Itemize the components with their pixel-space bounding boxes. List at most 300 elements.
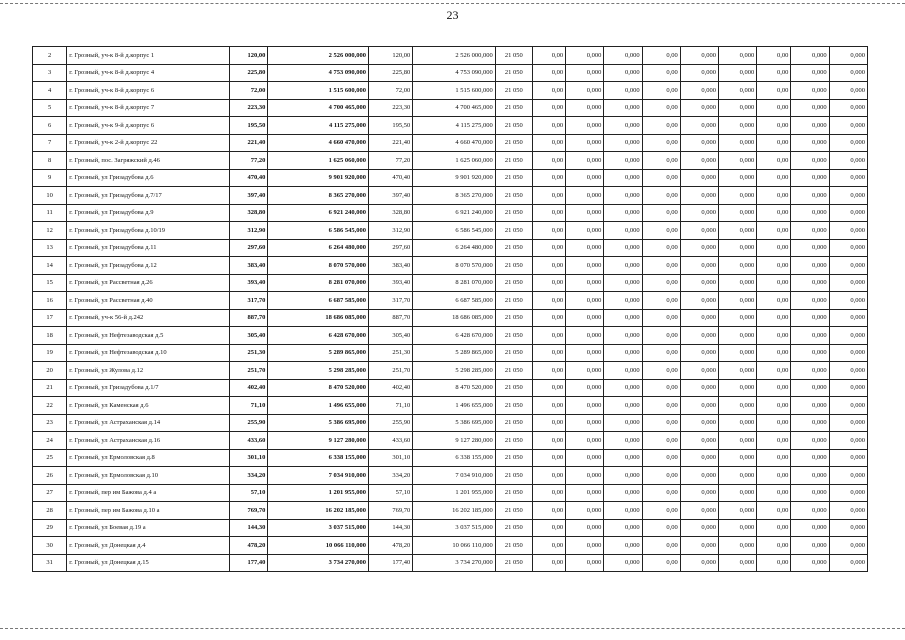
- value-cell: 0,000: [566, 502, 604, 520]
- value-cell: 0,000: [829, 554, 867, 572]
- unit-price-cell: 21 050: [495, 327, 532, 345]
- unit-price-cell: 21 050: [495, 379, 532, 397]
- row-number-cell: 25: [33, 449, 67, 467]
- value-cell: 0,000: [680, 239, 718, 257]
- value-cell: 0,00: [757, 467, 791, 485]
- area-total-cell: 225,80: [230, 64, 268, 82]
- table-row: [33, 554, 868, 572]
- table-row: [33, 82, 868, 100]
- unit-price-cell: 21 050: [495, 274, 532, 292]
- area-total-cell: 72,00: [230, 82, 268, 100]
- value-cell: 0,000: [829, 82, 867, 100]
- unit-price-cell: 21 050: [495, 537, 532, 555]
- value-cell: 0,000: [680, 117, 718, 135]
- value-cell: 0,000: [680, 274, 718, 292]
- value-cell: 0,000: [680, 204, 718, 222]
- table-row: [33, 117, 868, 135]
- area-cell: 195,50: [368, 117, 412, 135]
- value-cell: 0,000: [680, 379, 718, 397]
- value-cell: 0,000: [680, 47, 718, 65]
- value-cell: 0,00: [757, 432, 791, 450]
- value-cell: 0,000: [829, 414, 867, 432]
- table-row: [33, 467, 868, 485]
- table-row: [33, 344, 868, 362]
- value-cell: 0,00: [532, 432, 565, 450]
- cost-total-cell: 5 386 695,000: [268, 414, 369, 432]
- row-number-cell: 29: [33, 519, 67, 537]
- cost-cell: 4 700 465,000: [413, 99, 495, 117]
- value-cell: 0,00: [532, 47, 565, 65]
- area-cell: 297,60: [368, 239, 412, 257]
- area-total-cell: 769,70: [230, 502, 268, 520]
- unit-price-cell: 21 050: [495, 82, 532, 100]
- row-number-cell: 30: [33, 537, 67, 555]
- area-cell: 393,40: [368, 274, 412, 292]
- value-cell: 0,000: [566, 327, 604, 345]
- value-cell: 0,000: [719, 239, 757, 257]
- area-cell: 72,00: [368, 82, 412, 100]
- value-cell: 0,00: [532, 414, 565, 432]
- value-cell: 0,00: [757, 187, 791, 205]
- table-row: [33, 274, 868, 292]
- area-total-cell: 297,60: [230, 239, 268, 257]
- area-total-cell: 383,40: [230, 257, 268, 275]
- row-number-cell: 11: [33, 204, 67, 222]
- value-cell: 0,000: [680, 502, 718, 520]
- address-cell: г. Грозный, ул Астраханская д.14: [67, 414, 230, 432]
- unit-price-cell: 21 050: [495, 519, 532, 537]
- value-cell: 0,000: [829, 64, 867, 82]
- page-number: 23: [446, 8, 459, 22]
- cost-total-cell: 2 526 000,000: [268, 47, 369, 65]
- value-cell: 0,00: [757, 152, 791, 170]
- value-cell: 0,000: [829, 187, 867, 205]
- area-total-cell: 301,10: [230, 449, 268, 467]
- address-cell: г. Грозный, ул Гризадубова д.7/17: [67, 187, 230, 205]
- value-cell: 0,00: [757, 379, 791, 397]
- value-cell: 0,00: [642, 187, 680, 205]
- cost-cell: 1 515 600,000: [413, 82, 495, 100]
- cost-cell: 5 298 285,000: [413, 362, 495, 380]
- cost-cell: 3 734 270,000: [413, 554, 495, 572]
- value-cell: 0,00: [642, 379, 680, 397]
- area-cell: 225,80: [368, 64, 412, 82]
- value-cell: 0,000: [680, 519, 718, 537]
- value-cell: 0,00: [642, 397, 680, 415]
- value-cell: 0,00: [642, 554, 680, 572]
- table-row: [33, 64, 868, 82]
- value-cell: 0,000: [719, 432, 757, 450]
- area-total-cell: 478,20: [230, 537, 268, 555]
- value-cell: 0,000: [791, 169, 829, 187]
- value-cell: 0,000: [604, 222, 642, 240]
- value-cell: 0,000: [604, 82, 642, 100]
- value-cell: 0,000: [680, 99, 718, 117]
- unit-price-cell: 21 050: [495, 169, 532, 187]
- value-cell: 0,00: [532, 187, 565, 205]
- value-cell: 0,00: [642, 432, 680, 450]
- address-cell: г. Грозный, уч-к 8-й д.корпус 1: [67, 47, 230, 65]
- cost-total-cell: 1 201 955,000: [268, 484, 369, 502]
- unit-price-cell: 21 050: [495, 117, 532, 135]
- value-cell: 0,00: [532, 169, 565, 187]
- area-cell: 305,40: [368, 327, 412, 345]
- cost-cell: 5 386 695,000: [413, 414, 495, 432]
- cost-cell: 5 289 865,000: [413, 344, 495, 362]
- value-cell: 0,000: [719, 187, 757, 205]
- unit-price-cell: 21 050: [495, 187, 532, 205]
- value-cell: 0,000: [829, 274, 867, 292]
- value-cell: 0,000: [719, 134, 757, 152]
- value-cell: 0,000: [680, 152, 718, 170]
- cost-total-cell: 5 289 865,000: [268, 344, 369, 362]
- value-cell: 0,000: [829, 47, 867, 65]
- cost-total-cell: 18 686 085,000: [268, 309, 369, 327]
- table-body: [33, 47, 868, 572]
- value-cell: 0,000: [829, 257, 867, 275]
- table-row: [33, 362, 868, 380]
- value-cell: 0,000: [680, 537, 718, 555]
- value-cell: 0,000: [719, 257, 757, 275]
- value-cell: 0,000: [680, 362, 718, 380]
- cost-cell: 3 037 515,000: [413, 519, 495, 537]
- value-cell: 0,000: [829, 169, 867, 187]
- table-row: [33, 204, 868, 222]
- value-cell: 0,000: [791, 397, 829, 415]
- value-cell: 0,000: [791, 502, 829, 520]
- value-cell: 0,00: [532, 519, 565, 537]
- value-cell: 0,000: [566, 169, 604, 187]
- cost-total-cell: 7 034 910,000: [268, 467, 369, 485]
- value-cell: 0,000: [680, 222, 718, 240]
- value-cell: 0,000: [829, 292, 867, 310]
- value-cell: 0,000: [566, 47, 604, 65]
- value-cell: 0,000: [604, 64, 642, 82]
- value-cell: 0,000: [791, 484, 829, 502]
- value-cell: 0,000: [604, 554, 642, 572]
- value-cell: 0,000: [566, 64, 604, 82]
- value-cell: 0,000: [566, 362, 604, 380]
- value-cell: 0,000: [566, 134, 604, 152]
- value-cell: 0,00: [532, 537, 565, 555]
- area-total-cell: 397,40: [230, 187, 268, 205]
- cost-cell: 16 202 185,000: [413, 502, 495, 520]
- value-cell: 0,000: [829, 519, 867, 537]
- value-cell: 0,000: [680, 414, 718, 432]
- value-cell: 0,00: [642, 502, 680, 520]
- value-cell: 0,00: [642, 64, 680, 82]
- cost-total-cell: 4 700 465,000: [268, 99, 369, 117]
- value-cell: 0,000: [719, 362, 757, 380]
- unit-price-cell: 21 050: [495, 239, 532, 257]
- value-cell: 0,000: [604, 379, 642, 397]
- value-cell: 0,000: [719, 222, 757, 240]
- area-cell: 334,20: [368, 467, 412, 485]
- value-cell: 0,000: [791, 309, 829, 327]
- value-cell: 0,000: [829, 432, 867, 450]
- address-cell: г. Грозный, пер им Бажова д.10 а: [67, 502, 230, 520]
- value-cell: 0,00: [642, 169, 680, 187]
- value-cell: 0,00: [532, 239, 565, 257]
- value-cell: 0,000: [680, 169, 718, 187]
- value-cell: 0,000: [604, 309, 642, 327]
- value-cell: 0,000: [791, 82, 829, 100]
- value-cell: 0,00: [757, 397, 791, 415]
- value-cell: 0,000: [604, 257, 642, 275]
- value-cell: 0,000: [791, 414, 829, 432]
- value-cell: 0,00: [532, 292, 565, 310]
- cost-cell: 1 625 060,000: [413, 152, 495, 170]
- cost-cell: 9 901 920,000: [413, 169, 495, 187]
- area-total-cell: 177,40: [230, 554, 268, 572]
- value-cell: 0,000: [791, 362, 829, 380]
- value-cell: 0,00: [532, 554, 565, 572]
- value-cell: 0,000: [680, 257, 718, 275]
- value-cell: 0,000: [566, 309, 604, 327]
- value-cell: 0,00: [532, 204, 565, 222]
- value-cell: 0,000: [719, 502, 757, 520]
- area-cell: 71,10: [368, 397, 412, 415]
- row-number-cell: 15: [33, 274, 67, 292]
- value-cell: 0,000: [791, 204, 829, 222]
- cost-total-cell: 8 281 070,000: [268, 274, 369, 292]
- value-cell: 0,000: [680, 484, 718, 502]
- row-number-cell: 4: [33, 82, 67, 100]
- value-cell: 0,00: [642, 344, 680, 362]
- row-number-cell: 18: [33, 327, 67, 345]
- area-cell: 397,40: [368, 187, 412, 205]
- value-cell: 0,000: [604, 187, 642, 205]
- value-cell: 0,00: [532, 134, 565, 152]
- cost-total-cell: 9 127 280,000: [268, 432, 369, 450]
- row-number-cell: 6: [33, 117, 67, 135]
- value-cell: 0,00: [532, 362, 565, 380]
- value-cell: 0,00: [757, 537, 791, 555]
- value-cell: 0,000: [719, 292, 757, 310]
- value-cell: 0,00: [642, 239, 680, 257]
- value-cell: 0,00: [532, 99, 565, 117]
- value-cell: 0,00: [757, 362, 791, 380]
- area-cell: 251,70: [368, 362, 412, 380]
- area-total-cell: 255,90: [230, 414, 268, 432]
- area-total-cell: 251,30: [230, 344, 268, 362]
- unit-price-cell: 21 050: [495, 397, 532, 415]
- table-row: [33, 169, 868, 187]
- address-cell: г. Грозный, ул Рассветная д.26: [67, 274, 230, 292]
- cost-total-cell: 4 660 470,000: [268, 134, 369, 152]
- value-cell: 0,000: [829, 344, 867, 362]
- value-cell: 0,00: [642, 47, 680, 65]
- value-cell: 0,000: [829, 449, 867, 467]
- value-cell: 0,000: [566, 432, 604, 450]
- row-number-cell: 16: [33, 292, 67, 310]
- value-cell: 0,000: [829, 484, 867, 502]
- cost-total-cell: 3 734 270,000: [268, 554, 369, 572]
- address-cell: г. Грозный, ул Нефтезаводская д.5: [67, 327, 230, 345]
- value-cell: 0,000: [604, 414, 642, 432]
- address-cell: г. Грозный, уч-к 8-й д.корпус 7: [67, 99, 230, 117]
- area-total-cell: 328,80: [230, 204, 268, 222]
- table-row: [33, 379, 868, 397]
- value-cell: 0,000: [791, 239, 829, 257]
- cost-cell: 6 264 480,000: [413, 239, 495, 257]
- unit-price-cell: 21 050: [495, 99, 532, 117]
- value-cell: 0,000: [791, 152, 829, 170]
- cost-cell: 10 066 110,000: [413, 537, 495, 555]
- cost-cell: 6 586 545,000: [413, 222, 495, 240]
- address-cell: г. Грозный, уч-к 56-й д.242: [67, 309, 230, 327]
- value-cell: 0,00: [757, 169, 791, 187]
- value-cell: 0,000: [791, 344, 829, 362]
- value-cell: 0,000: [719, 82, 757, 100]
- area-total-cell: 251,70: [230, 362, 268, 380]
- value-cell: 0,000: [604, 134, 642, 152]
- cost-total-cell: 8 470 520,000: [268, 379, 369, 397]
- value-cell: 0,00: [642, 257, 680, 275]
- value-cell: 0,000: [829, 327, 867, 345]
- area-cell: 312,90: [368, 222, 412, 240]
- area-total-cell: 470,40: [230, 169, 268, 187]
- cost-total-cell: 9 901 920,000: [268, 169, 369, 187]
- unit-price-cell: 21 050: [495, 309, 532, 327]
- value-cell: 0,00: [642, 467, 680, 485]
- value-cell: 0,000: [566, 397, 604, 415]
- value-cell: 0,000: [566, 99, 604, 117]
- row-number-cell: 7: [33, 134, 67, 152]
- value-cell: 0,000: [791, 64, 829, 82]
- value-cell: 0,000: [719, 449, 757, 467]
- address-cell: г. Грозный, ул Рассветная д.40: [67, 292, 230, 310]
- value-cell: 0,000: [680, 292, 718, 310]
- value-cell: 0,000: [791, 554, 829, 572]
- row-number-cell: 10: [33, 187, 67, 205]
- address-cell: г. Грозный, пер им Бажова д.4 а: [67, 484, 230, 502]
- area-cell: 317,70: [368, 292, 412, 310]
- area-total-cell: 57,10: [230, 484, 268, 502]
- address-cell: г. Грозный, уч-к 9-й д.корпус 6: [67, 117, 230, 135]
- value-cell: 0,00: [532, 222, 565, 240]
- table-row: [33, 99, 868, 117]
- value-cell: 0,000: [719, 47, 757, 65]
- value-cell: 0,000: [791, 449, 829, 467]
- row-number-cell: 31: [33, 554, 67, 572]
- value-cell: 0,000: [829, 309, 867, 327]
- value-cell: 0,00: [757, 502, 791, 520]
- cost-cell: 6 921 240,000: [413, 204, 495, 222]
- area-total-cell: 223,30: [230, 99, 268, 117]
- row-number-cell: 20: [33, 362, 67, 380]
- address-cell: г. Грозный, ул Боевая д.19 а: [67, 519, 230, 537]
- table-row: [33, 187, 868, 205]
- value-cell: 0,000: [680, 467, 718, 485]
- address-cell: г. Грозный, ул Гризадубова д.1/7: [67, 379, 230, 397]
- table-row: [33, 292, 868, 310]
- unit-price-cell: 21 050: [495, 64, 532, 82]
- value-cell: 0,000: [829, 99, 867, 117]
- cost-cell: 6 428 670,000: [413, 327, 495, 345]
- value-cell: 0,00: [642, 537, 680, 555]
- area-cell: 769,70: [368, 502, 412, 520]
- value-cell: 0,00: [532, 344, 565, 362]
- area-total-cell: 317,70: [230, 292, 268, 310]
- address-cell: г. Грозный, ул Ермоловская д.10: [67, 467, 230, 485]
- value-cell: 0,000: [829, 502, 867, 520]
- area-total-cell: 433,60: [230, 432, 268, 450]
- table-row: [33, 257, 868, 275]
- row-number-cell: 23: [33, 414, 67, 432]
- address-cell: г. Грозный, ул Гризадубова д.6: [67, 169, 230, 187]
- value-cell: 0,00: [532, 467, 565, 485]
- row-number-cell: 22: [33, 397, 67, 415]
- address-cell: г. Грозный, пос. Загряжский д.46: [67, 152, 230, 170]
- area-total-cell: 120,00: [230, 47, 268, 65]
- value-cell: 0,00: [757, 47, 791, 65]
- value-cell: 0,000: [566, 274, 604, 292]
- value-cell: 0,000: [791, 47, 829, 65]
- value-cell: 0,00: [642, 449, 680, 467]
- row-number-cell: 3: [33, 64, 67, 82]
- area-total-cell: 402,40: [230, 379, 268, 397]
- cost-cell: 1 201 955,000: [413, 484, 495, 502]
- row-number-cell: 14: [33, 257, 67, 275]
- value-cell: 0,000: [719, 414, 757, 432]
- value-cell: 0,000: [566, 414, 604, 432]
- value-cell: 0,000: [829, 134, 867, 152]
- value-cell: 0,00: [757, 484, 791, 502]
- value-cell: 0,000: [604, 502, 642, 520]
- area-total-cell: 144,30: [230, 519, 268, 537]
- unit-price-cell: 21 050: [495, 344, 532, 362]
- area-cell: 144,30: [368, 519, 412, 537]
- unit-price-cell: 21 050: [495, 449, 532, 467]
- value-cell: 0,000: [719, 379, 757, 397]
- bottom-border-line: [0, 628, 905, 629]
- row-number-cell: 21: [33, 379, 67, 397]
- value-cell: 0,000: [566, 152, 604, 170]
- value-cell: 0,00: [757, 239, 791, 257]
- row-number-cell: 27: [33, 484, 67, 502]
- value-cell: 0,000: [604, 239, 642, 257]
- value-cell: 0,000: [680, 134, 718, 152]
- cost-total-cell: 5 298 285,000: [268, 362, 369, 380]
- value-cell: 0,000: [719, 537, 757, 555]
- value-cell: 0,000: [829, 117, 867, 135]
- value-cell: 0,00: [757, 222, 791, 240]
- value-cell: 0,000: [719, 64, 757, 82]
- table-row: [33, 502, 868, 520]
- value-cell: 0,000: [680, 82, 718, 100]
- value-cell: 0,000: [791, 117, 829, 135]
- unit-price-cell: 21 050: [495, 292, 532, 310]
- value-cell: 0,00: [532, 484, 565, 502]
- value-cell: 0,00: [532, 397, 565, 415]
- cost-cell: 8 070 570,000: [413, 257, 495, 275]
- value-cell: 0,000: [566, 117, 604, 135]
- unit-price-cell: 21 050: [495, 554, 532, 572]
- value-cell: 0,000: [791, 187, 829, 205]
- value-cell: 0,000: [829, 379, 867, 397]
- value-cell: 0,000: [680, 187, 718, 205]
- table-row: [33, 432, 868, 450]
- top-border-line: [0, 3, 905, 4]
- unit-price-cell: 21 050: [495, 204, 532, 222]
- row-number-cell: 9: [33, 169, 67, 187]
- table-row: [33, 414, 868, 432]
- value-cell: 0,00: [757, 327, 791, 345]
- value-cell: 0,00: [642, 82, 680, 100]
- value-cell: 0,000: [566, 519, 604, 537]
- area-cell: 120,00: [368, 47, 412, 65]
